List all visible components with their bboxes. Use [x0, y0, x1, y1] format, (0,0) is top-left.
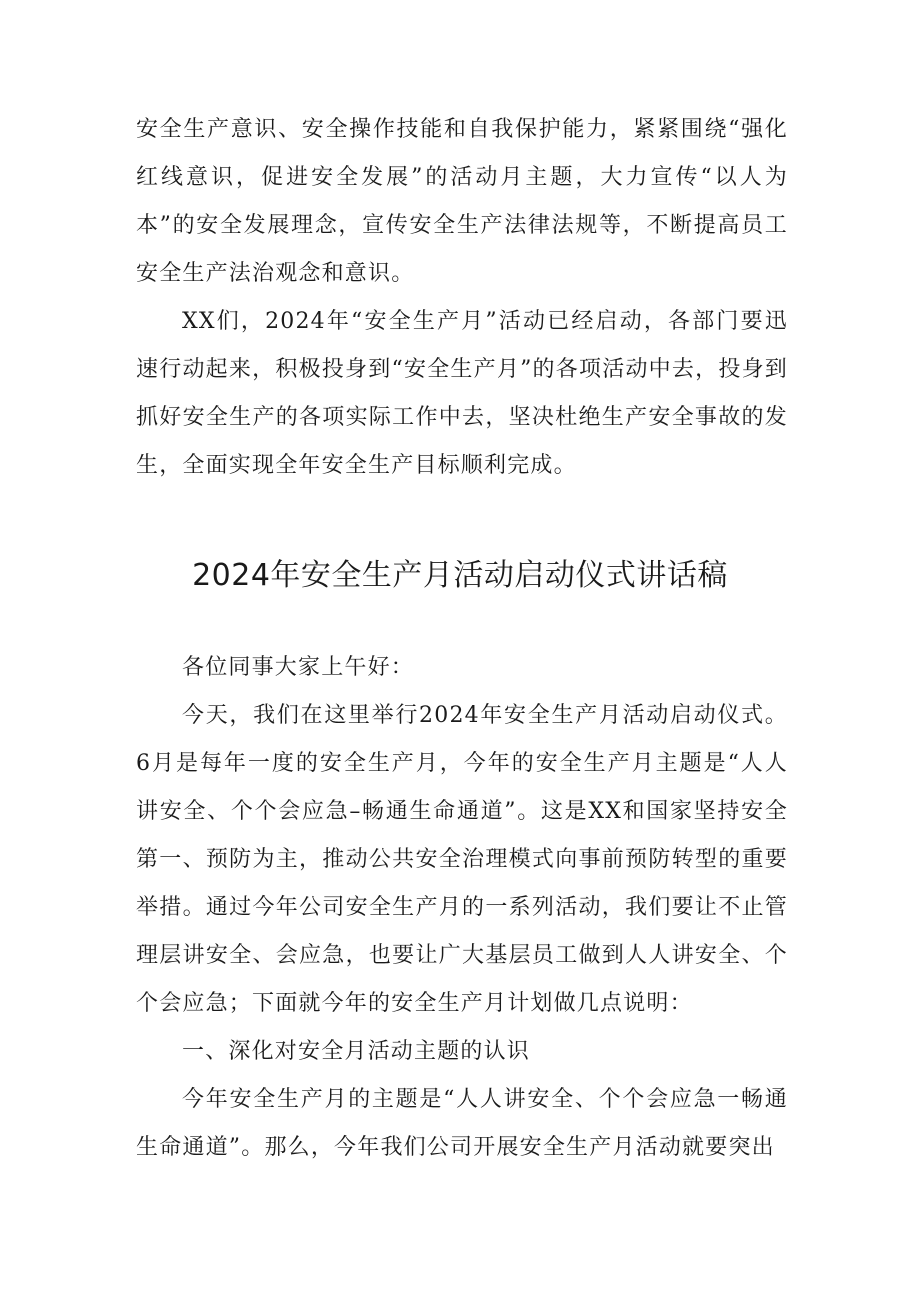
paragraph-closing: XX们，2024年“安全生产月”活动已经启动，各部门要迅速行动起来，积极投身到“安全生产月”的各项活动中去，投身到抓好安全生产的各项实际工作中去，坚决杜绝生产安全事故的发生，全面实现全年安全生产目标顺利完成。 [136, 309, 788, 478]
paragraph-theme: 今年安全生产月的主题是“人人讲安全、个个会应急一畅通生命通道”。那么，今年我们公司开展安全生产月活动就要突出 [136, 1087, 788, 1160]
paragraph-intro: 今天，我们在这里举行2024年安全生产月活动启动仪式。6月是每年一度的安全生产月，今年的安全生产月主题是“人人讲安全、个个会应急–畅通生命通道”。这是XX和国家坚持安全第一、预防为主，推动公共安全治理模式向事前预防转型的重要举措。通过今年公司安全生产月的一系列活动，我们要让不止管理层讲安全、会应急，也要让广大基层员工做到人人讲安全、个个会应急；下面就今年的安全生产月计划做几点说明： [136, 703, 788, 1016]
speech-body [136, 644, 788, 1172]
section-heading: 一、深化对安全月活动主题的认识 [182, 1039, 531, 1064]
top-text-block [136, 106, 788, 490]
speech-greeting: 各位同事大家上午好： [182, 655, 415, 680]
paragraph-continuation: 安全生产意识、安全操作技能和自我保护能力，紧紧围绕“强化红线意识，促进安全发展”的活动月主题，大力宣传“以人为本”的安全发展理念，宣传安全生产法律法规等，不断提高员工安全生产法治观念和意识。 [136, 117, 788, 286]
document-title: 2024年安全生产月活动启动仪式讲话稿 [192, 558, 728, 593]
